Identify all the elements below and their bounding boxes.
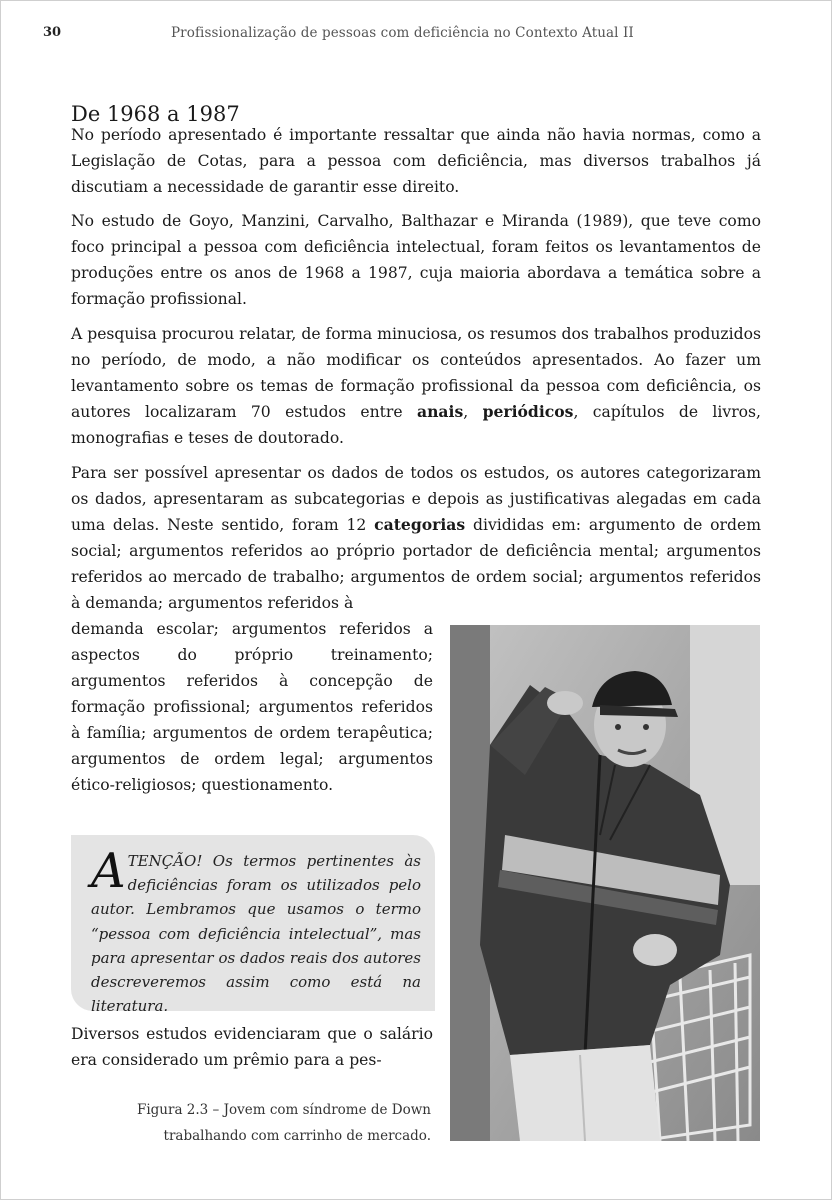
paragraph-3 [71, 321, 761, 451]
paragraph-2: No estudo de Goyo, Manzini, Carvalho, Balthazar e Miranda (1989), que teve como foco principal a pessoa com deficiência intelectual, foram feitos os levantamentos de produções entre os anos de 1968 a 1987, cuja maioria abordava a temática sobre a formação profissional. [71, 212, 761, 308]
paragraph-4-text-b: divididas em: argumento de ordem social; argumentos referidos ao próprio portador de deficiência mental; argumentos referidos ao mercado de trabalho; argumentos de ordem social; argumentos referidos à demanda; argumentos referidos à [71, 516, 761, 612]
caption-line-2: trabalhando com carrinho de mercado. [163, 1128, 431, 1144]
bold-term-periodicos: periódicos [482, 402, 574, 421]
figure-photo [450, 625, 760, 1141]
paragraph-3-text-a: A pesquisa procurou relatar, de forma minuciosa, os resumos dos trabalhos produzidos no período, de modo, a não modificar os conteúdos apresentados. Ao fazer um levantamento sobre os temas de formação profissional da pessoa com deficiência, os autores localizaram 70 estudos entre [71, 325, 761, 421]
bold-term-anais: anais [416, 402, 464, 421]
page-number: 30 [43, 25, 62, 40]
figure-caption [101, 1097, 431, 1149]
attention-text: TENÇÃO! Os termos pertinentes às deficiências foram os utilizados pelo autor. Lembramos que usamos o termo “pessoa com deficiência intelectual”, mas para apresentar os dados reais dos autores descreveremos assim como está na literatura. [91, 852, 421, 1016]
attention-box [71, 835, 435, 1016]
caption-line-1: Figura 2.3 – Jovem com síndrome de Down [136, 1102, 431, 1118]
paragraph-4-continued: demanda escolar; argumentos referidos a aspectos do próprio treinamento; argumentos referidos à concepção de formação profissional; argumentos referidos à família; argumentos de ordem terapêutica; argumentos de ordem legal; argumentos ético-religiosos; questionamento. [71, 620, 433, 794]
photo-illustration [450, 625, 760, 1141]
paragraph-5: Diversos estudos evidenciaram que o salário era considerado um prêmio para a pes- [71, 1025, 433, 1069]
running-title: Profissionalização de pessoas com deficiência no Contexto Atual II [171, 25, 634, 41]
paragraph-3-sep: , [463, 403, 483, 421]
drop-cap: A [91, 843, 126, 899]
paragraph-4 [71, 460, 761, 616]
paragraph-4-text-a: Para ser possível apresentar os dados de todos os estudos, os autores categorizaram os dados, apresentaram as subcategorias e depois as justificativas alegadas em cada uma delas. Neste sentido, foram 12 [71, 464, 761, 534]
section-title: De 1968 a 1987 [71, 102, 240, 127]
paragraph-3-text-b: , capítulos de livros, monografias e teses de doutorado. [71, 403, 762, 447]
page-header [1, 23, 832, 47]
bold-term-categorias: categorias [374, 515, 466, 534]
paragraph-1: No período apresentado é importante ressaltar que ainda não havia normas, como a Legislação de Cotas, para a pessoa com deficiência, mas diversos trabalhos já discutiam a necessidade de garantir esse direito. [71, 126, 761, 196]
